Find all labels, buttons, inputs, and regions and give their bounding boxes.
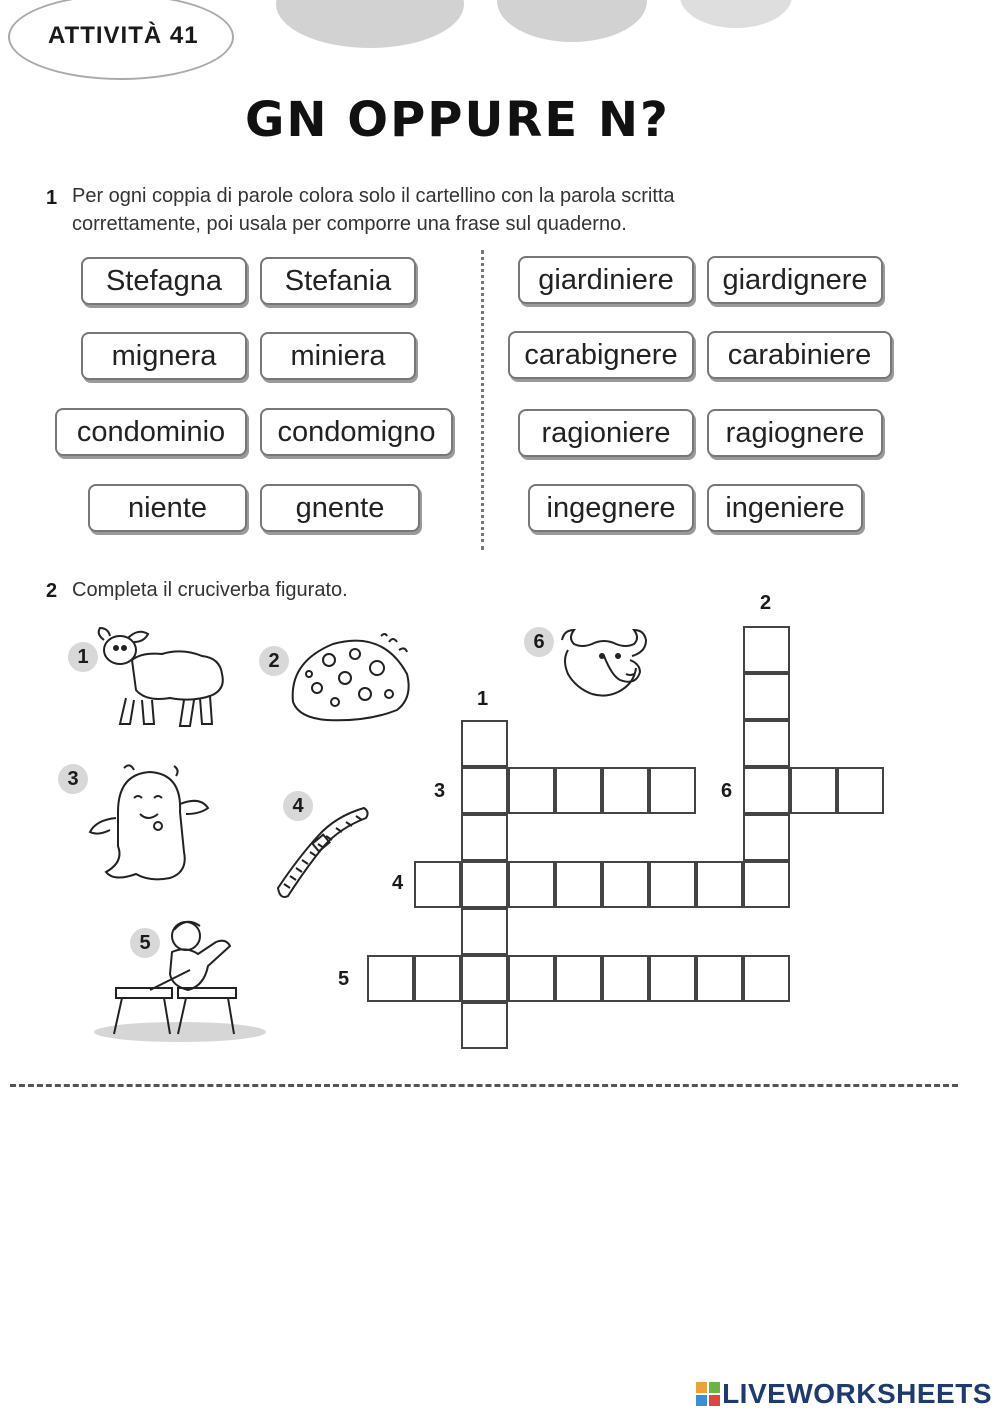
word-card[interactable]: gnente	[260, 484, 420, 532]
logo-square	[709, 1395, 720, 1406]
crossword-cell[interactable]	[790, 767, 837, 814]
crossword-cell[interactable]	[555, 767, 602, 814]
crossword-cell[interactable]	[414, 861, 461, 908]
crossword-cell[interactable]	[461, 814, 508, 861]
header-decoration	[497, 0, 647, 42]
crossword-cell[interactable]	[743, 626, 790, 673]
crossword-number: 2	[760, 592, 772, 614]
logo-square	[709, 1382, 720, 1393]
buffalo-icon	[552, 626, 652, 706]
column-divider	[481, 250, 484, 550]
crossword-number: 4	[392, 872, 404, 894]
logo-square	[696, 1382, 707, 1393]
crossword-cell[interactable]	[508, 955, 555, 1002]
exercise1-number: 1	[46, 187, 58, 209]
crossword-cell[interactable]	[696, 955, 743, 1002]
picture-number: 1	[68, 642, 98, 672]
crossword-cell[interactable]	[837, 767, 884, 814]
instruction-line: correttamente, poi usala per comporre una frase sul quaderno.	[72, 213, 627, 235]
instruction-line: Per ogni coppia di parole colora solo il cartellino con la parola scritta	[72, 185, 675, 207]
exercise1-instruction	[72, 182, 675, 238]
activity-label: ATTIVITÀ 41	[48, 22, 199, 49]
crossword-cell[interactable]	[602, 767, 649, 814]
header-decoration	[276, 0, 464, 48]
ghost-icon	[84, 762, 219, 892]
sheep-icon	[92, 620, 227, 730]
crossword-cell[interactable]	[555, 861, 602, 908]
word-card[interactable]: mignera	[81, 332, 247, 380]
exercise2-instruction: Completa il cruciverba figurato.	[72, 579, 348, 601]
liveworksheets-logo[interactable]	[696, 1378, 992, 1410]
crossword-number: 1	[477, 688, 489, 710]
logo-square	[696, 1395, 707, 1406]
word-card[interactable]: ragiognere	[707, 409, 883, 457]
crossword-cell[interactable]	[696, 861, 743, 908]
crossword-cell[interactable]	[649, 861, 696, 908]
word-card[interactable]: ingegnere	[528, 484, 694, 532]
crossword-cell[interactable]	[743, 861, 790, 908]
crossword-cell[interactable]	[414, 955, 461, 1002]
crossword-cell[interactable]	[461, 1002, 508, 1049]
picture-number: 2	[259, 646, 289, 676]
crossword-cell[interactable]	[743, 767, 790, 814]
cheese-icon	[285, 632, 415, 727]
word-card[interactable]: niente	[88, 484, 247, 532]
crossword-number: 6	[721, 780, 733, 802]
cut-line	[10, 1084, 958, 1087]
crossword-cell[interactable]	[367, 955, 414, 1002]
crossword-number: 5	[338, 968, 350, 990]
word-card[interactable]: carabiniere	[707, 331, 892, 379]
crossword-cell[interactable]	[461, 767, 508, 814]
word-card[interactable]: ragioniere	[518, 409, 694, 457]
crossword-cell[interactable]	[602, 955, 649, 1002]
logo-text: LIVEWORKSHEETS	[722, 1378, 992, 1409]
word-card[interactable]: condomigno	[260, 408, 453, 456]
zipper-icon	[270, 802, 375, 902]
word-card[interactable]: giardiniere	[518, 256, 694, 304]
page-title: GN OPPURE N?	[245, 92, 670, 148]
crossword-cell[interactable]	[461, 955, 508, 1002]
crossword-cell[interactable]	[461, 908, 508, 955]
crossword-cell[interactable]	[743, 720, 790, 767]
crossword-cell[interactable]	[602, 861, 649, 908]
crossword-cell[interactable]	[461, 861, 508, 908]
carpenter-icon	[90, 910, 270, 1045]
word-card[interactable]: carabignere	[508, 331, 694, 379]
word-card[interactable]: miniera	[260, 332, 416, 380]
crossword-cell[interactable]	[743, 955, 790, 1002]
picture-number: 4	[283, 791, 313, 821]
crossword-cell[interactable]	[649, 767, 696, 814]
crossword-cell[interactable]	[508, 767, 555, 814]
word-card[interactable]: Stefania	[260, 257, 416, 305]
crossword-cell[interactable]	[461, 720, 508, 767]
crossword-cell[interactable]	[649, 955, 696, 1002]
exercise2-number: 2	[46, 580, 58, 602]
header-decoration	[680, 0, 792, 28]
picture-number: 6	[524, 627, 554, 657]
crossword-cell[interactable]	[743, 814, 790, 861]
logo-icon	[696, 1380, 722, 1408]
word-card[interactable]: Stefagna	[81, 257, 247, 305]
picture-number: 3	[58, 764, 88, 794]
word-card[interactable]: ingeniere	[707, 484, 863, 532]
crossword-cell[interactable]	[508, 861, 555, 908]
crossword-number: 3	[434, 780, 446, 802]
crossword-cell[interactable]	[555, 955, 602, 1002]
picture-number: 5	[130, 928, 160, 958]
word-card[interactable]: giardignere	[707, 256, 883, 304]
word-card[interactable]: condominio	[55, 408, 247, 456]
crossword-cell[interactable]	[743, 673, 790, 720]
